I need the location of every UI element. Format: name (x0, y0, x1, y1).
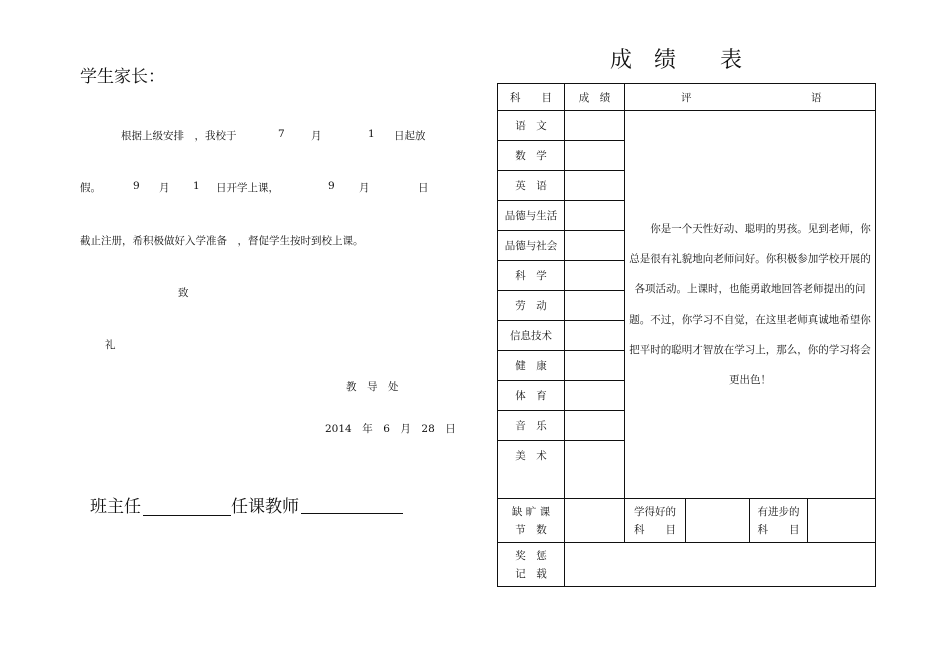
letter-text: 假。 (80, 182, 101, 194)
header-score: 成 绩 (565, 84, 625, 111)
subject-cell: 数 学 (498, 141, 565, 171)
day-value: 1 (193, 180, 200, 192)
comment-text: 你是一个天性好动、聪明的男孩。见到老师，你总是很有礼貌地向老师问好。你积极参加学校开展的各项活动。上课时，也能勇敢地回答老师提出的问题。不过，你学习不自觉，在这里老师真诚地希望你把平时的聪明才智放在学习上，那么，你的学习将会更出色！ (629, 222, 871, 386)
subject-cell: 品德与社会 (498, 231, 565, 261)
score-cell[interactable] (565, 111, 625, 141)
subject-cell: 音 乐 (498, 411, 565, 441)
header-row (498, 84, 876, 111)
score-cell[interactable] (565, 201, 625, 231)
subject-cell: 语 文 (498, 111, 565, 141)
progress-subjects-label-a: 有进步的 (757, 505, 800, 518)
subject-cell: 健 康 (498, 351, 565, 381)
month-word: 月 (359, 182, 370, 194)
absence-label (498, 499, 565, 543)
reward-row (498, 543, 876, 587)
letter-li: 礼 (105, 339, 116, 351)
score-cell[interactable] (565, 321, 625, 351)
letter-zhi: 致 (178, 287, 189, 299)
header-comment-a: 评 (681, 92, 692, 104)
letter-date: 2014 年 6 月 28 日 (325, 423, 456, 435)
letter-office: 教 导 处 (346, 381, 399, 393)
score-cell[interactable] (565, 351, 625, 381)
reward-label (498, 543, 565, 587)
grade-table (497, 83, 876, 587)
good-subjects-label (625, 499, 686, 543)
subject-cell: 体 育 (498, 381, 565, 411)
absence-value[interactable] (565, 499, 625, 543)
progress-subjects-label (750, 499, 808, 543)
comment-cell (625, 111, 876, 499)
absence-label-a: 缺 旷 课 (511, 505, 551, 518)
letter-heading: 学生家长： (80, 67, 165, 87)
good-subjects-label-b: 科 目 (634, 523, 676, 536)
subject-cell: 品德与生活 (498, 201, 565, 231)
letter-text: 日开学上课， (216, 182, 279, 194)
header-comment-b: 语 (811, 92, 822, 104)
letter-line-3: 截止注册，希积极做好入学准备 ，督促学生按时到校上课。 (80, 235, 364, 247)
score-cell[interactable] (565, 411, 625, 441)
day-word: 日 (418, 182, 429, 194)
letter-text: 根据上级安排 ，我校于 (121, 130, 237, 142)
head-teacher-line[interactable] (143, 515, 231, 516)
score-cell[interactable] (565, 441, 625, 499)
progress-subjects-label-b: 科 目 (757, 523, 800, 536)
subject-cell: 英 语 (498, 171, 565, 201)
score-cell[interactable] (565, 171, 625, 201)
absence-label-b: 节 数 (515, 523, 547, 536)
subject-teacher-label: 任课教师 (231, 497, 299, 517)
subject-cell: 科 学 (498, 261, 565, 291)
header-subject: 科 目 (498, 84, 565, 111)
score-cell[interactable] (565, 381, 625, 411)
report-title: 成 绩 表 (610, 48, 743, 73)
month-value: 7 (278, 128, 285, 140)
reward-label-a: 奖 惩 (515, 549, 547, 562)
progress-subjects-value[interactable] (808, 499, 876, 543)
score-cell[interactable] (565, 231, 625, 261)
month-value: 9 (133, 180, 140, 192)
subject-cell: 信息技术 (498, 321, 565, 351)
reward-label-b: 记 载 (515, 567, 547, 580)
month-value: 9 (328, 180, 335, 192)
day-value: 1 (368, 128, 375, 140)
score-cell[interactable] (565, 291, 625, 321)
letter-text: 日起放 (394, 130, 426, 142)
month-word: 月 (311, 130, 322, 142)
header-comment (625, 84, 876, 111)
subject-teacher-line[interactable] (301, 513, 403, 514)
subject-cell: 劳 动 (498, 291, 565, 321)
summary-row (498, 499, 876, 543)
good-subjects-label-a: 学得好的 (634, 505, 676, 518)
good-subjects-value[interactable] (686, 499, 750, 543)
subject-cell: 美 术 (498, 441, 565, 499)
reward-value[interactable] (565, 543, 876, 587)
score-cell[interactable] (565, 261, 625, 291)
score-cell[interactable] (565, 141, 625, 171)
head-teacher-label: 班主任 (90, 497, 141, 517)
month-word: 月 (159, 182, 170, 194)
table-row (498, 111, 876, 141)
